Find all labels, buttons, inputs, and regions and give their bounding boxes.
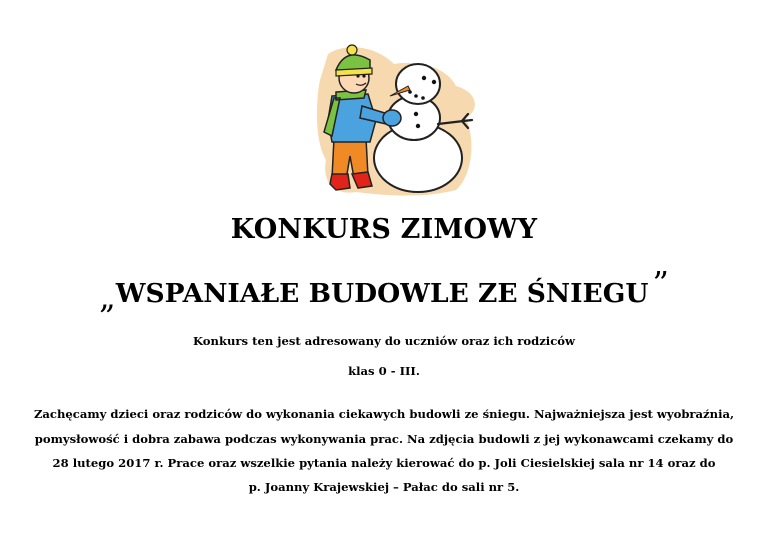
body-line-2: pomysłowość i dobra zabawa podczas wykonywania prac. Na zdjęcia budowli z jej wykonawcami czekamy do bbox=[34, 432, 734, 446]
header-illustration bbox=[306, 40, 482, 200]
audience-line-2: klas 0 - III. bbox=[348, 364, 420, 378]
body-line-1: Zachęcamy dzieci oraz rodziców do wykonania ciekawych budowli ze śniegu. Najważniejsza jest wyobraźnia, bbox=[33, 407, 735, 421]
body-line-3: 28 lutego 2017 r. Prace oraz wszelkie pytania należy kierować do p. Joli Ciesielskiej sala nr 14 oraz do bbox=[52, 456, 716, 470]
subtitle-text: WSPANIAŁE BUDOWLE ZE ŚNIEGU bbox=[115, 278, 649, 309]
audience-line-1: Konkurs ten jest adresowany do uczniów oraz ich rodziców bbox=[192, 334, 575, 348]
boy-building-snowman-icon bbox=[306, 40, 482, 200]
subtitle-open-quote: „ bbox=[99, 278, 116, 316]
subtitle-close-quote: ” bbox=[652, 264, 669, 302]
contest-subtitle bbox=[0, 264, 768, 316]
contest-title: KONKURS ZIMOWY bbox=[230, 214, 538, 245]
body-line-4: p. Joanny Krajewskiej – Pałac do sali nr 5. bbox=[248, 480, 520, 494]
